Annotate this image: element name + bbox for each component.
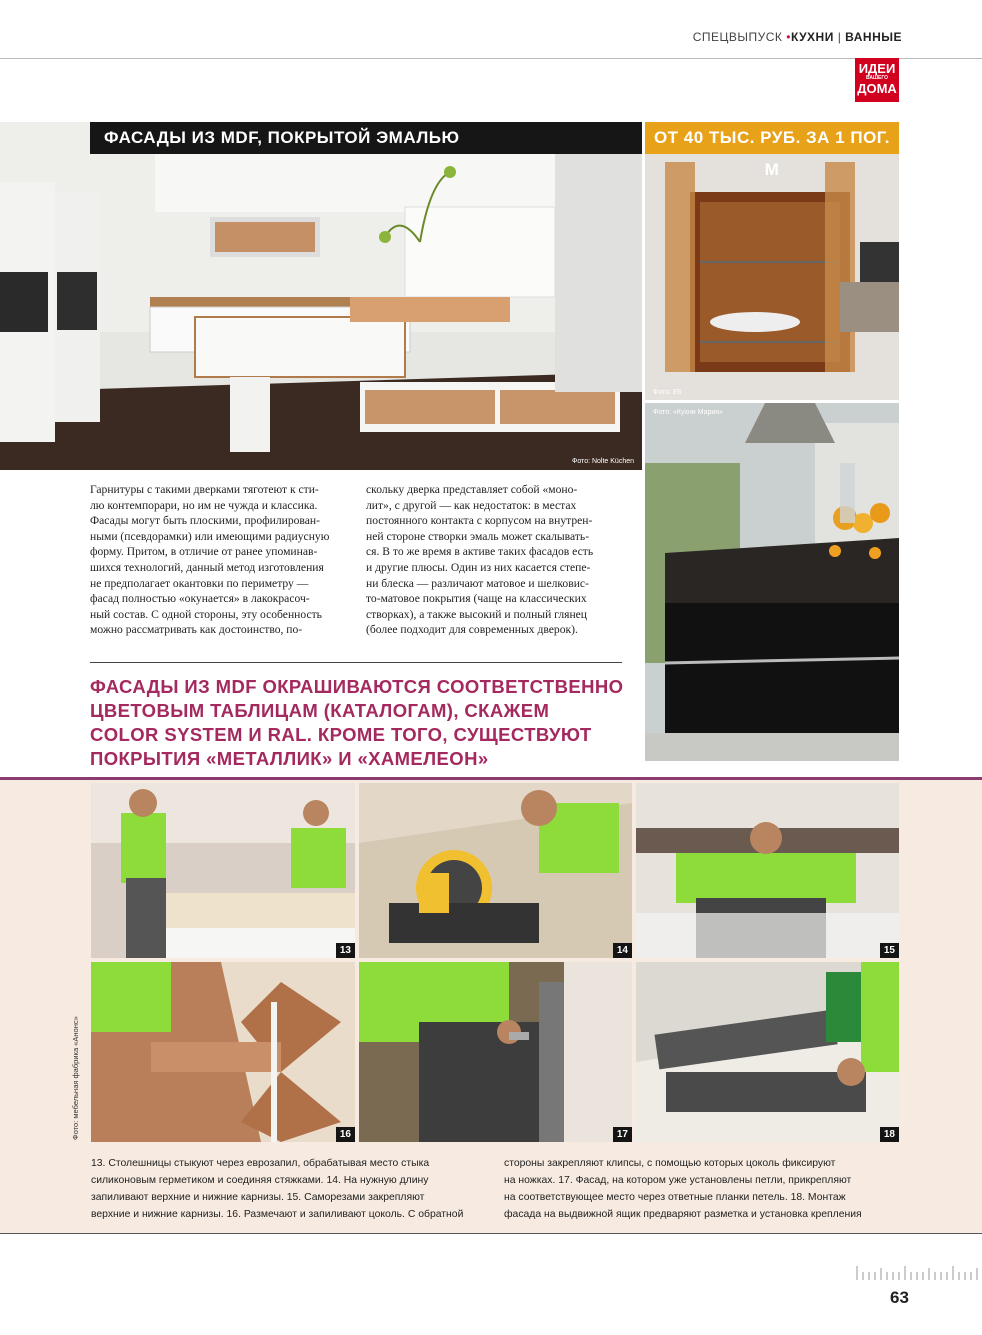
- caption-line: верхние и нижние карнизы. 16. Размечают и запиливают цоколь. С обратной: [91, 1209, 464, 1220]
- logo-line-2: ВАШЕГО: [866, 75, 888, 81]
- text-line: можно рассматривать как достоинство, по-: [90, 623, 303, 637]
- section-separator: |: [837, 30, 842, 44]
- header-rule: [0, 58, 982, 59]
- step-number-18: 18: [880, 1127, 899, 1142]
- elt-photo-credit: Фото: Elt: [653, 389, 682, 396]
- step-photo-18: [636, 962, 899, 1142]
- article-column-1: [90, 482, 350, 638]
- text-line: и другие плюсы. Один из них касается степе-: [366, 560, 591, 574]
- step-photo-13: [91, 783, 355, 958]
- magazine-logo: [855, 58, 899, 102]
- text-line: форму. Притом, в отличие от ранее упоминав-: [90, 545, 318, 559]
- step-14-illustration: [359, 783, 632, 958]
- text-line: ни блеска — различают матовое и шелковис-: [366, 576, 589, 590]
- text-line: ными (псевдорамки) или имеющими радиусную: [90, 529, 330, 543]
- ruler-decoration: [855, 1262, 982, 1282]
- step-16-illustration: [91, 962, 355, 1142]
- text-line: створках), а также высокий и полный глянец: [366, 607, 588, 621]
- pullquote-line: ЦВЕТОВЫМ ТАБЛИЦАМ (КАТАЛОГАМ), СКАЖЕМ: [90, 700, 550, 721]
- step-15-illustration: [636, 783, 899, 958]
- pullquote: [90, 675, 630, 771]
- maria-photo-credit: Фото: «Кухни Мария»: [653, 409, 723, 416]
- main-photo-credit: Фото: Nolte Küchen: [572, 458, 634, 465]
- step-photo-16: [91, 962, 355, 1142]
- price-banner: ОТ 40 ТЫС. РУБ. ЗА 1 ПОГ. М: [645, 122, 899, 154]
- text-line: ней стороне створки эмаль может скалывать-: [366, 529, 590, 543]
- text-line: лю контемпорари, но им не чужда и классика.: [90, 498, 318, 512]
- step-13-illustration: [91, 783, 355, 958]
- section-kitchens: КУХНИ: [790, 30, 834, 44]
- maria-kitchen-photo: [645, 403, 899, 761]
- steps-photo-credit: Фото: мебельная фабрика «Анонс»: [71, 1016, 80, 1140]
- pullquote-line: COLOR SYSTEM И RAL. КРОМЕ ТОГО, СУЩЕСТВУЮТ: [90, 724, 592, 745]
- section-banner-title: ФАСАДЫ ИЗ MDF, ПОКРЫТОЙ ЭМАЛЬЮ: [90, 122, 642, 154]
- step-17-illustration: [359, 962, 632, 1142]
- text-line: постоянного контакта с корпусом на внутрен-: [366, 514, 593, 528]
- pullquote-line: ФАСАДЫ ИЗ MDF ОКРАШИВАЮТСЯ СООТВЕТСТВЕННО: [90, 676, 624, 697]
- caption-line: стороны закрепляют клипсы, с помощью которых цоколь фиксируют: [504, 1158, 836, 1169]
- steps-caption-right: [504, 1155, 899, 1223]
- article-column-2: [366, 482, 628, 638]
- step-number-14: 14: [613, 943, 632, 958]
- pullquote-rule: [90, 662, 622, 663]
- text-line: Фасады могут быть плоскими, профилирован-: [90, 514, 320, 528]
- island-illustration: [645, 403, 899, 761]
- logo-line-3: ДОМА: [857, 81, 897, 96]
- caption-line: запиливают верхние и нижние карнизы. 15. Саморезами закрепляют: [91, 1192, 425, 1203]
- caption-line: на ножках. 17. Фасад, на котором уже установлены петли, прикрепляют: [504, 1175, 852, 1186]
- caption-line: силиконовым герметиком и соединяя стяжками. 14. На нужную длину: [91, 1175, 429, 1186]
- section-label: СПЕЦВЫПУСК: [692, 30, 783, 44]
- pullquote-line: ПОКРЫТИЯ «МЕТАЛЛИК» И «ХАМЕЛЕОН»: [90, 748, 489, 769]
- step-number-17: 17: [613, 1127, 632, 1142]
- step-18-illustration: [636, 962, 899, 1142]
- caption-line: фасада на выдвижной ящик предваряют разметка и установка крепления: [504, 1209, 862, 1220]
- footer-rule: [0, 1233, 982, 1234]
- step-number-16: 16: [336, 1127, 355, 1142]
- main-kitchen-photo: [0, 122, 642, 470]
- step-photo-17: [359, 962, 632, 1142]
- text-line: ся. В то же время в активе таких фасадов есть: [366, 545, 594, 559]
- text-line: шихся технологий, данный метод изготовления: [90, 560, 324, 574]
- page-number: 63: [890, 1288, 909, 1307]
- text-line: (более подходит для современных дверок).: [366, 623, 578, 637]
- section-dot: •: [786, 30, 791, 44]
- section-header: [693, 30, 902, 44]
- steps-caption-left: [91, 1155, 491, 1223]
- step-photo-14: [359, 783, 632, 958]
- text-line: Гарнитуры с такими дверками тяготеют к сти-: [90, 483, 319, 496]
- step-number-15: 15: [880, 943, 899, 958]
- kitchen-illustration: [0, 122, 642, 470]
- caption-line: на соответствующее место через ответные планки петель. 18. Монтаж: [504, 1192, 846, 1203]
- step-photo-15: [636, 783, 899, 958]
- text-line: фасад полностью «окунается» в лакокрасоч-: [90, 592, 310, 606]
- text-line: скольку дверка представляет собой «моно-: [366, 483, 578, 496]
- section-baths: ВАННЫЕ: [845, 30, 902, 44]
- caption-line: 13. Столешницы стыкуют через еврозапил, обрабатывая место стыка: [91, 1158, 430, 1169]
- text-line: лит», с другой — как недостаток: в местах: [366, 498, 577, 512]
- step-number-13: 13: [336, 943, 355, 958]
- text-line: не предполагает окантовки по периметру —: [90, 576, 309, 590]
- text-line: то-матовое покрытия (чаще на классических: [366, 592, 587, 606]
- logo-line-1: ИДЕИ: [858, 61, 896, 76]
- text-line: ный состав. С одной стороны, эту особенность: [90, 607, 322, 621]
